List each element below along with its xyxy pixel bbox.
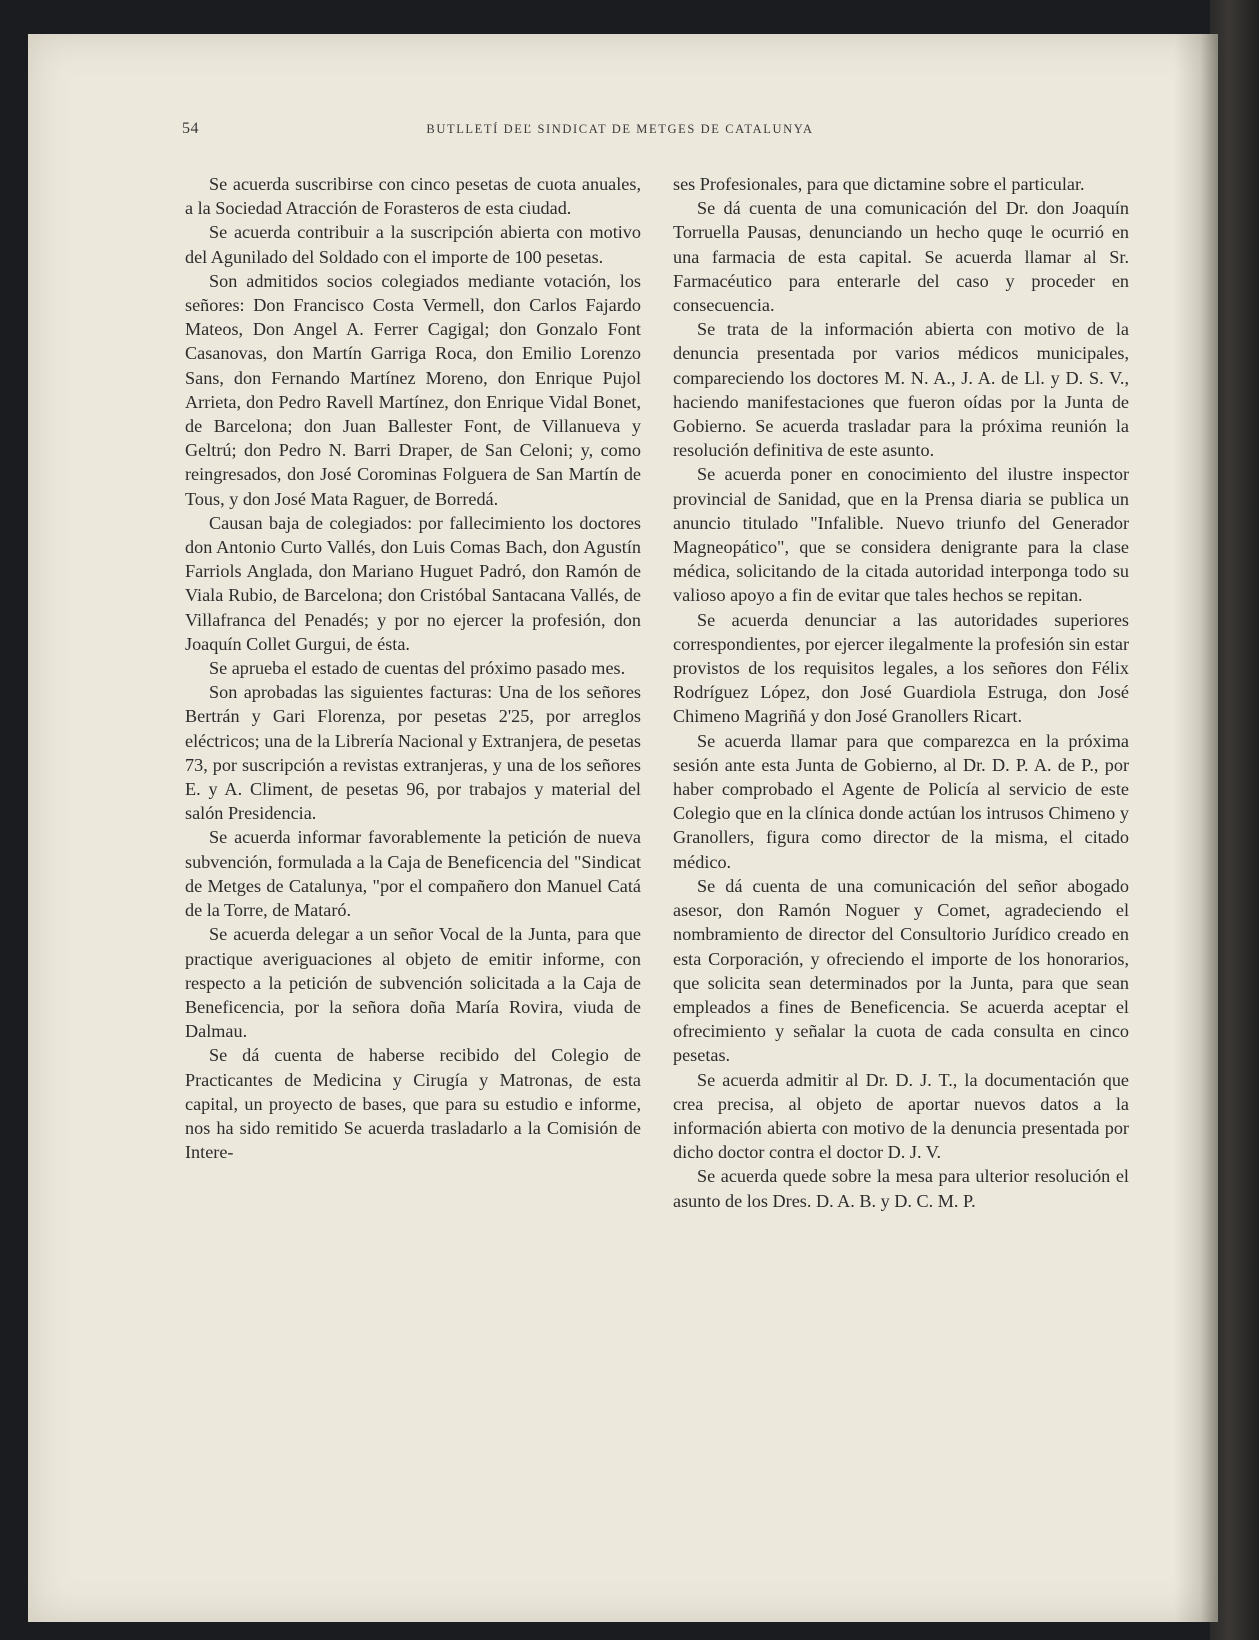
page-binding-shadow <box>1174 34 1218 1622</box>
paragraph: Se acuerda suscribirse con cinco pesetas de cuota anuales, a la Sociedad Atracción de Forasteros de esta ciudad. <box>185 174 641 219</box>
paragraph: Son admitidos socios colegiados mediante votación, los señores: Don Francisco Costa Vermell, don Carlos Fajardo Mateos, Don Angel A. Ferrer Cagigal; don Gonzalo Font Casanovas, don Martín Garriga Roca, don Emilio Lorenzo Sans, don Fernando Martínez Moreno, don Enrique Pujol Arrieta, don Pedro Ravell Martínez, don Enrique Vidal Bonet, de Barcelona; don Juan Ballester Font, de Villanueva y Geltrú; don Pedro N. Barri Draper, de San Celoni; y, como reingresados, don José Corominas Folguera de San Martín de Tous, y don José Mata Raguer, de Borredá. <box>185 270 641 509</box>
paragraph: Se acuerda delegar a un señor Vocal de la Junta, para que practique averiguaciones al objeto de emitir informe, con respecto a la petición de subvención solicitada a la Caja de Beneficencia, por la señora doña María Rovira, viuda de Dalmau. <box>185 924 641 1042</box>
paragraph: Se acuerda llamar para que comparezca en la próxima sesión ante esta Junta de Gobierno, al Dr. D. P. A. de P., por haber comprobado el Agente de Policía al servicio de este Colegio que en la clínica donde actúan los intrusos Chimeno y Granollers, figura como director de la misma, el citado médico. <box>673 730 1129 872</box>
paragraph: Se acuerda contribuir a la suscripción abierta con motivo del Agunilado del Soldado con el importe de 100 pesetas. <box>185 222 641 267</box>
paragraph: Causan baja de colegiados: por fallecimiento los doctores don Antonio Curto Vallés, don Luis Comas Bach, don Agustín Farriols Anglada, don Mariano Huguet Padró, don Ramón de Viala Rubio, de Barcelona; don Cristóbal Santacana Vallés, de Villafranca del Penadés; y por no ejercer la profesión, don Joaquín Collet Gurgui, de ésta. <box>185 512 641 654</box>
paragraph: Se dá cuenta de haberse recibido del Colegio de Practicantes de Medicina y Cirugía y Matronas, de esta capital, un proyecto de bases, que para su estudio e informe, nos ha sido remitido Se acuerda trasladarlo a la Comisión de Intere- <box>185 1045 641 1163</box>
paragraph: Se acuerda admitir al Dr. D. J. T., la documentación que crea precisa, al objeto de aportar nuevos datos a la información abierta con motivo de la denuncia presentada por dicho doctor contra el doctor D. J. V. <box>673 1069 1129 1163</box>
paragraph: Se dá cuenta de una comunicación del señor abogado asesor, don Ramón Noguer y Comet, agradeciendo el nombramiento de director del Consultorio Jurídico creado en esta Corporación, y ofreciendo el importe de los honorarios, que solicita sean determinados por la Junta, para que sean empleados a fines de Beneficencia. Se acuerda aceptar el ofrecimiento y señalar la cuota de cada consulta en cinco pesetas. <box>673 875 1129 1066</box>
paragraph: Se trata de la información abierta con motivo de la denuncia presentada por varios médicos municipales, compareciendo los doctores M. N. A., J. A. de Ll. y D. S. V., haciendo manifestaciones que fueron oídas por la Junta de Gobierno. Se acuerda trasladar para la próxima reunión la resolución definitiva de este asunto. <box>673 319 1129 461</box>
running-head <box>155 120 1085 146</box>
right-column <box>673 172 1129 1213</box>
left-column <box>185 172 641 1164</box>
paragraph: Se acuerda denunciar a las autoridades superiores correspondientes, por ejercer ilegalmente la profesión sin estar provistos de los requisitos legales, a los señores don Félix Rodríguez López, don José Guardiola Estruga, don José Chimeno Magriñá y don José Granollers Ricart. <box>673 609 1129 727</box>
paragraph: Son aprobadas las siguientes facturas: Una de los señores Bertrán y Gari Florenza, por pesetas 2'25, por arreglos eléctricos; una de la Librería Nacional y Extranjera, de pesetas 73, por suscripción a revistas extranjeras, y una de los señores E. y A. Climent, de pesetas 96, por trabajos y material del salón Presidencia. <box>185 682 641 824</box>
page-number: 54 <box>182 120 199 137</box>
paragraph: Se acuerda informar favorablemente la petición de nueva subvención, formulada a la Caja de Beneficencia del "Sindicat de Metges de Catalunya, "por el compañero don Manuel Catá de la Torre, de Mataró. <box>185 827 641 921</box>
paragraph: Se dá cuenta de una comunicación del Dr. don Joaquín Torruella Pausas, denunciando un hecho quqe le ocurrió en una farmacia de esta capital. Se acuerda llamar al Sr. Farmacéutico para enterarle del caso y proceder en consecuencia. <box>673 198 1129 316</box>
paragraph: Se acuerda quede sobre la mesa para ulterior resolución el asunto de los Dres. D. A. B. y D. C. M. P. <box>673 1166 1129 1211</box>
paragraph: Se acuerda poner en conocimiento del ilustre inspector provincial de Sanidad, que en la Prensa diaria se publica un anuncio titulado "Infalible. Nuevo triunfo del Generador Magneopático", que se considera denigrante para la clase médica, solicitando de la citada autoridad interponga todo su valioso apoyo a fin de evitar que tales hechos se repitan. <box>673 464 1129 606</box>
journal-title: BUTLLETÍ DEĽ SINDICAT DE METGES DE CATALUNYA <box>426 122 814 136</box>
paragraph: Se aprueba el estado de cuentas del próximo pasado mes. <box>209 658 626 679</box>
paragraph-continuation: ses Profesionales, para que dictamine sobre el particular. <box>673 174 1085 194</box>
